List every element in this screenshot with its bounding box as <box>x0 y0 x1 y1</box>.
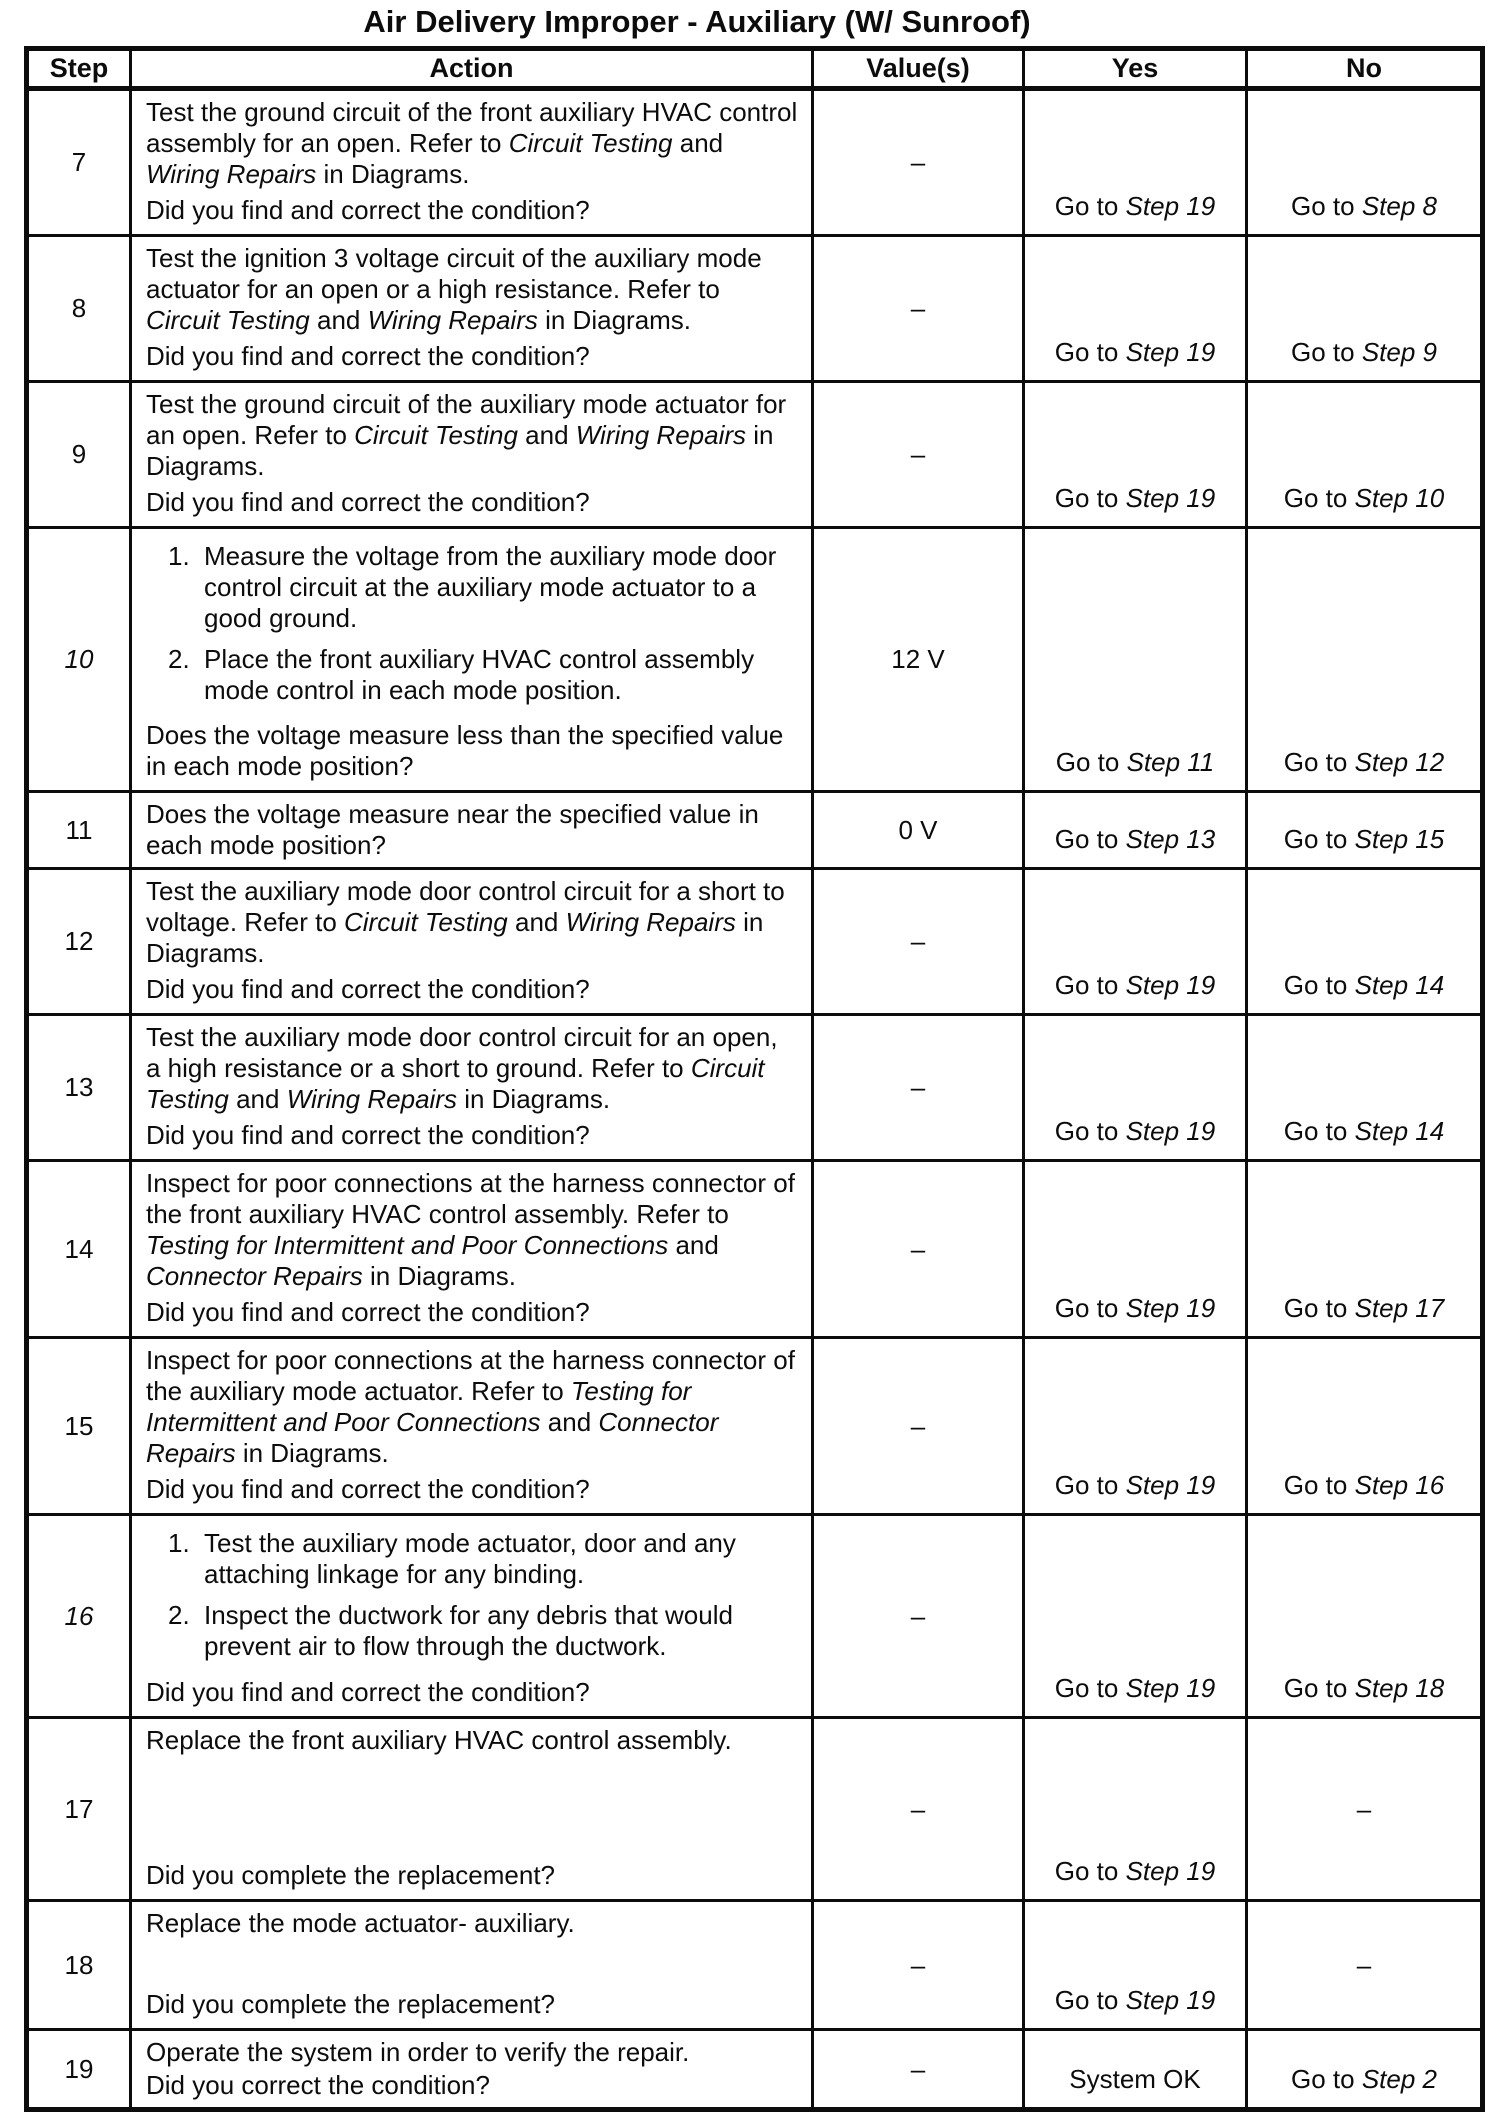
action-text <box>204 1528 799 1590</box>
yes-cell <box>1024 1161 1247 1338</box>
action-cell <box>131 528 813 792</box>
column-header-no: No <box>1247 49 1483 89</box>
step-cell <box>27 1515 131 1718</box>
no-cell <box>1247 89 1483 236</box>
text-run: Go to <box>1283 483 1355 513</box>
value-cell <box>813 1338 1024 1515</box>
text-run: Test the ignition 3 voltage circuit of the auxiliary mode actuator for an open or a high resistance. Refer to <box>146 243 762 304</box>
table-row <box>27 869 1483 1015</box>
table-row <box>27 89 1483 236</box>
step-cell <box>27 236 131 382</box>
italic-reference-text: Testing for Intermittent and Poor Connections <box>146 1230 669 1260</box>
question-text: Did you complete the replacement? <box>146 1860 556 1890</box>
table-row <box>27 2030 1483 2110</box>
text-run: Go to <box>1283 1470 1355 1500</box>
no-cell <box>1247 236 1483 382</box>
text-run: in Diagrams. <box>146 907 764 968</box>
text-run: in Diagrams. <box>537 305 692 335</box>
text-run: and <box>668 1230 719 1260</box>
text-run: Does the voltage measure near the specified value in each mode position? <box>146 799 759 860</box>
text-run: in Diagrams. <box>235 1438 389 1468</box>
step-cell <box>27 1901 131 2030</box>
table-row <box>27 792 1483 869</box>
step-number: 14 <box>64 1233 94 1264</box>
text-run: Test the auxiliary mode actuator, door and any attaching linkage for any binding. <box>204 1528 736 1589</box>
question-text: Did you find and correct the condition? <box>146 341 590 371</box>
italic-reference-text: Step 16 <box>1354 1470 1445 1500</box>
value-cell <box>813 792 1024 869</box>
value-text: – <box>910 926 926 956</box>
text-run: Go to <box>1054 1985 1126 2015</box>
question-text: Did you find and correct the condition? <box>146 1677 590 1707</box>
text-run: Go to <box>1054 1293 1126 1323</box>
value-text: – <box>910 1600 926 1631</box>
italic-reference-text: Step 17 <box>1354 1293 1445 1323</box>
yes-result-text <box>1055 1856 1215 1886</box>
yes-cell <box>1024 1515 1247 1718</box>
action-text <box>146 1022 799 1115</box>
no-cell <box>1247 1161 1483 1338</box>
step-number: 17 <box>64 1793 94 1824</box>
text-run: in Diagrams. <box>456 1084 611 1114</box>
no-cell <box>1247 2030 1483 2110</box>
text-run: Go to <box>1283 824 1355 854</box>
text-run: and <box>672 128 724 158</box>
italic-reference-text: Step 19 <box>1125 970 1216 1000</box>
table-row <box>27 1015 1483 1161</box>
yes-cell <box>1024 2030 1247 2110</box>
step-number: 16 <box>64 1600 94 1631</box>
text-run: in Diagrams. <box>316 159 470 189</box>
yes-cell <box>1024 528 1247 792</box>
no-result-text <box>1284 824 1444 854</box>
value-text: – <box>910 293 926 323</box>
italic-reference-text: Wiring Repairs <box>286 1084 457 1114</box>
text-run: Go to <box>1054 1673 1126 1703</box>
text-run: Operate the system in order to verify the repair. <box>146 2037 690 2067</box>
no-cell <box>1247 1901 1483 2030</box>
action-text <box>146 1908 799 1939</box>
italic-reference-text: Step 19 <box>1125 483 1216 513</box>
step-number: 9 <box>71 439 87 469</box>
value-text: – <box>910 1793 926 1824</box>
value-text: – <box>910 1072 926 1102</box>
step-number: 15 <box>64 1410 94 1441</box>
italic-reference-text: Step 9 <box>1361 337 1437 367</box>
text-run: Test the auxiliary mode door control circuit for a short to voltage. Refer to <box>146 876 785 937</box>
no-cell <box>1247 1515 1483 1718</box>
column-header-yes: Yes <box>1024 49 1247 89</box>
action-text <box>146 389 799 482</box>
question-text: Did you find and correct the condition? <box>146 1297 590 1327</box>
list-number: 2. <box>168 644 190 674</box>
column-header-values: Value(s) <box>813 49 1024 89</box>
yes-result-text <box>1055 483 1215 513</box>
text-run: Go to <box>1291 191 1362 221</box>
action-list-item <box>168 541 799 634</box>
value-cell <box>813 382 1024 528</box>
action-cell <box>131 1718 813 1901</box>
italic-reference-text: Connector Repairs <box>146 1261 363 1291</box>
italic-reference-text: Step 10 <box>1354 483 1445 513</box>
step-cell <box>27 1338 131 1515</box>
step-cell <box>27 382 131 528</box>
yes-cell <box>1024 869 1247 1015</box>
table-row <box>27 382 1483 528</box>
action-cell <box>131 89 813 236</box>
italic-reference-text: Circuit Testing <box>508 128 673 158</box>
step-cell <box>27 2030 131 2110</box>
no-result-text <box>1284 970 1444 1000</box>
no-cell <box>1247 1718 1483 1901</box>
action-text <box>204 644 799 706</box>
no-result-text <box>1357 1950 1371 1980</box>
action-text <box>204 1600 799 1662</box>
yes-cell <box>1024 89 1247 236</box>
italic-reference-text: Step 14 <box>1354 970 1445 1000</box>
value-cell <box>813 2030 1024 2110</box>
text-run: and <box>228 1084 287 1114</box>
action-list-item <box>168 1600 799 1662</box>
italic-reference-text: Step 19 <box>1125 337 1216 367</box>
column-header-step: Step <box>27 49 131 89</box>
action-text <box>146 799 799 861</box>
yes-result-text <box>1055 824 1215 854</box>
question-text: Does the voltage measure less than the specified value in each mode position? <box>146 720 784 781</box>
action-text <box>146 1345 799 1469</box>
action-cell <box>131 1515 813 1718</box>
italic-reference-text: Wiring Repairs <box>575 420 747 450</box>
question-text: Did you find and correct the condition? <box>146 1474 590 1504</box>
list-number: 1. <box>168 1528 190 1558</box>
italic-reference-text: Step 19 <box>1125 191 1216 221</box>
yes-result-text <box>1055 337 1215 367</box>
yes-result-text <box>1055 1470 1215 1500</box>
step-number: 7 <box>71 147 87 177</box>
no-result-text <box>1357 1794 1371 1824</box>
no-result-text <box>1284 1116 1444 1146</box>
italic-reference-text: Wiring Repairs <box>146 159 317 189</box>
action-list-item <box>168 1528 799 1590</box>
italic-reference-text: Circuit Testing <box>354 420 518 450</box>
action-text <box>146 97 799 190</box>
yes-result-text <box>1055 970 1215 1000</box>
yes-cell <box>1024 236 1247 382</box>
list-number: 2. <box>168 1600 190 1630</box>
yes-cell <box>1024 1015 1247 1161</box>
value-cell <box>813 869 1024 1015</box>
text-run: Inspect for poor connections at the harness connector of the auxiliary mode actuator. Refer to <box>146 1345 795 1406</box>
italic-reference-text: Step 19 <box>1125 1116 1216 1146</box>
value-text: – <box>910 1949 926 1980</box>
yes-result-text <box>1055 1293 1215 1323</box>
italic-reference-text: Connector Repairs <box>146 1407 719 1468</box>
italic-reference-text: Step 14 <box>1354 1116 1445 1146</box>
action-cell <box>131 792 813 869</box>
no-cell <box>1247 1015 1483 1161</box>
value-text: – <box>910 147 926 177</box>
text-run: Inspect for poor connections at the harness connector of the front auxiliary HVAC control assembly. Refer to <box>146 1168 795 1229</box>
italic-reference-text: Circuit Testing <box>344 907 508 937</box>
yes-cell <box>1024 1718 1247 1901</box>
italic-reference-text: Step 13 <box>1125 824 1216 854</box>
yes-result-text <box>1069 2064 1200 2094</box>
step-number: 8 <box>71 293 87 323</box>
text-run: Go to <box>1054 1470 1126 1500</box>
question-text: Did you find and correct the condition? <box>146 974 590 1004</box>
italic-reference-text: Step 19 <box>1125 1673 1216 1703</box>
italic-reference-text: Step 19 <box>1125 1856 1216 1886</box>
question-text: Did you find and correct the condition? <box>146 195 590 225</box>
text-run: and <box>517 420 576 450</box>
value-cell <box>813 89 1024 236</box>
action-cell <box>131 1338 813 1515</box>
table-row <box>27 1338 1483 1515</box>
value-cell <box>813 1718 1024 1901</box>
yes-result-text <box>1055 1985 1215 2015</box>
action-cell <box>131 869 813 1015</box>
value-cell <box>813 1015 1024 1161</box>
no-cell <box>1247 869 1483 1015</box>
text-run: and <box>540 1407 599 1437</box>
step-cell <box>27 1161 131 1338</box>
value-text: – <box>910 2053 926 2084</box>
action-cell <box>131 236 813 382</box>
table-row <box>27 1161 1483 1338</box>
text-run: Go to <box>1054 1856 1126 1886</box>
italic-reference-text: Testing for Intermittent and Poor Connections <box>146 1376 692 1437</box>
question-text: Did you correct the condition? <box>146 2070 490 2100</box>
no-result-text <box>1291 337 1437 367</box>
step-cell <box>27 1015 131 1161</box>
step-number: 12 <box>64 926 94 956</box>
action-cell <box>131 1901 813 2030</box>
value-cell <box>813 1161 1024 1338</box>
value-text: – <box>910 439 926 469</box>
text-run: Go to <box>1283 1673 1355 1703</box>
text-run: Go to <box>1283 1116 1355 1146</box>
step-number: 18 <box>64 1949 94 1980</box>
table-row <box>27 528 1483 792</box>
text-run: Go to <box>1283 747 1355 777</box>
no-result-text <box>1291 2064 1437 2094</box>
yes-result-text <box>1055 1673 1215 1703</box>
page-title: Air Delivery Improper - Auxiliary (W/ Sunroof) <box>363 4 1031 39</box>
no-result-text <box>1284 483 1444 513</box>
value-cell <box>813 236 1024 382</box>
yes-cell <box>1024 382 1247 528</box>
no-cell <box>1247 528 1483 792</box>
italic-reference-text: Step 15 <box>1354 824 1445 854</box>
yes-result-text <box>1055 1116 1215 1146</box>
value-cell <box>813 528 1024 792</box>
yes-cell <box>1024 1338 1247 1515</box>
action-text <box>146 243 799 336</box>
action-cell <box>131 2030 813 2110</box>
text-run: Replace the mode actuator- auxiliary. <box>146 1908 575 1938</box>
question-text: Did you find and correct the condition? <box>146 1120 590 1150</box>
yes-result-text <box>1055 191 1215 221</box>
italic-reference-text: Step 19 <box>1125 1985 1216 2015</box>
table-row <box>27 1901 1483 2030</box>
yes-cell <box>1024 792 1247 869</box>
text-run: Test the ground circuit of the auxiliary mode actuator for an open. Refer to <box>146 389 787 450</box>
table-row <box>27 236 1483 382</box>
italic-reference-text: Step 11 <box>1126 747 1215 777</box>
text-run: Go to <box>1054 483 1126 513</box>
step-number: 13 <box>64 1072 94 1102</box>
value-text: 12 V <box>891 644 945 674</box>
table-header-row <box>27 49 1483 89</box>
text-run: and <box>309 305 368 335</box>
text-run: Inspect the ductwork for any debris that would prevent air to flow through the ductwork. <box>204 1600 733 1661</box>
italic-reference-text: Step 19 <box>1125 1293 1216 1323</box>
text-run: Go to <box>1054 824 1126 854</box>
text-run: Go to <box>1054 970 1126 1000</box>
italic-reference-text: Step 8 <box>1361 191 1437 221</box>
value-text: 0 V <box>898 814 938 845</box>
action-text <box>146 1168 799 1292</box>
value-text: – <box>910 1233 926 1264</box>
diagnostic-table <box>24 46 1485 2112</box>
table-row <box>27 1515 1483 1718</box>
step-number: 10 <box>64 644 94 674</box>
action-cell <box>131 382 813 528</box>
action-text <box>146 876 799 969</box>
no-result-text <box>1284 1293 1444 1323</box>
text-run: Go to <box>1283 1293 1355 1323</box>
text-run: Replace the front auxiliary HVAC control assembly. <box>146 1725 732 1755</box>
action-text <box>146 1725 799 1756</box>
italic-reference-text: Circuit Testing <box>146 1053 765 1114</box>
text-run: Go to <box>1054 337 1126 367</box>
action-cell <box>131 1161 813 1338</box>
no-result-text <box>1284 747 1444 777</box>
action-cell <box>131 1015 813 1161</box>
italic-reference-text: Step 2 <box>1361 2064 1437 2094</box>
value-cell <box>813 1515 1024 1718</box>
column-header-action: Action <box>131 49 813 89</box>
step-number: 19 <box>64 2053 94 2084</box>
action-text <box>204 541 799 634</box>
text-run: Go to <box>1291 2064 1362 2094</box>
value-cell <box>813 1901 1024 2030</box>
step-cell <box>27 89 131 236</box>
question-text: Did you complete the replacement? <box>146 1989 556 2019</box>
text-run: and <box>507 907 566 937</box>
no-result-text <box>1291 191 1437 221</box>
no-cell <box>1247 792 1483 869</box>
text-run: – <box>1356 1949 1372 1980</box>
text-run: in Diagrams. <box>362 1261 516 1291</box>
no-result-text <box>1284 1470 1444 1500</box>
yes-cell <box>1024 1901 1247 2030</box>
italic-reference-text: Wiring Repairs <box>565 907 736 937</box>
italic-reference-text: Step 12 <box>1354 747 1445 777</box>
action-list-item <box>168 644 799 706</box>
step-cell <box>27 1718 131 1901</box>
table-row <box>27 1718 1483 1901</box>
question-text: Did you find and correct the condition? <box>146 487 590 517</box>
text-run: Measure the voltage from the auxiliary mode door control circuit at the auxiliary mode actuator to a good ground. <box>204 541 777 633</box>
step-cell <box>27 792 131 869</box>
text-run: – <box>1356 1793 1372 1824</box>
text-run: Place the front auxiliary HVAC control assembly mode control in each mode position. <box>204 644 755 705</box>
list-number: 1. <box>168 541 190 571</box>
italic-reference-text: Circuit Testing <box>146 305 310 335</box>
no-result-text <box>1284 1673 1444 1703</box>
text-run: Test the auxiliary mode door control circuit for an open, a high resistance or a short to ground. Refer to <box>146 1022 778 1083</box>
step-cell <box>27 869 131 1015</box>
step-number: 11 <box>65 814 93 845</box>
text-run: Go to <box>1054 1116 1126 1146</box>
text-run: Go to <box>1291 337 1362 367</box>
text-run: Go to <box>1055 747 1127 777</box>
text-run: Test the ground circuit of the front auxiliary HVAC control assembly for an open. Refer to <box>146 97 798 158</box>
no-cell <box>1247 382 1483 528</box>
italic-reference-text: Step 19 <box>1125 1470 1216 1500</box>
step-cell <box>27 528 131 792</box>
italic-reference-text: Wiring Repairs <box>367 305 538 335</box>
yes-result-text <box>1056 747 1215 777</box>
value-text: – <box>910 1410 926 1441</box>
text-run: in Diagrams. <box>146 420 774 481</box>
text-run: Go to <box>1054 191 1126 221</box>
text-run: System OK <box>1069 2064 1201 2094</box>
text-run: Go to <box>1283 970 1355 1000</box>
action-text <box>146 2037 799 2068</box>
no-cell <box>1247 1338 1483 1515</box>
italic-reference-text: Step 18 <box>1354 1673 1445 1703</box>
